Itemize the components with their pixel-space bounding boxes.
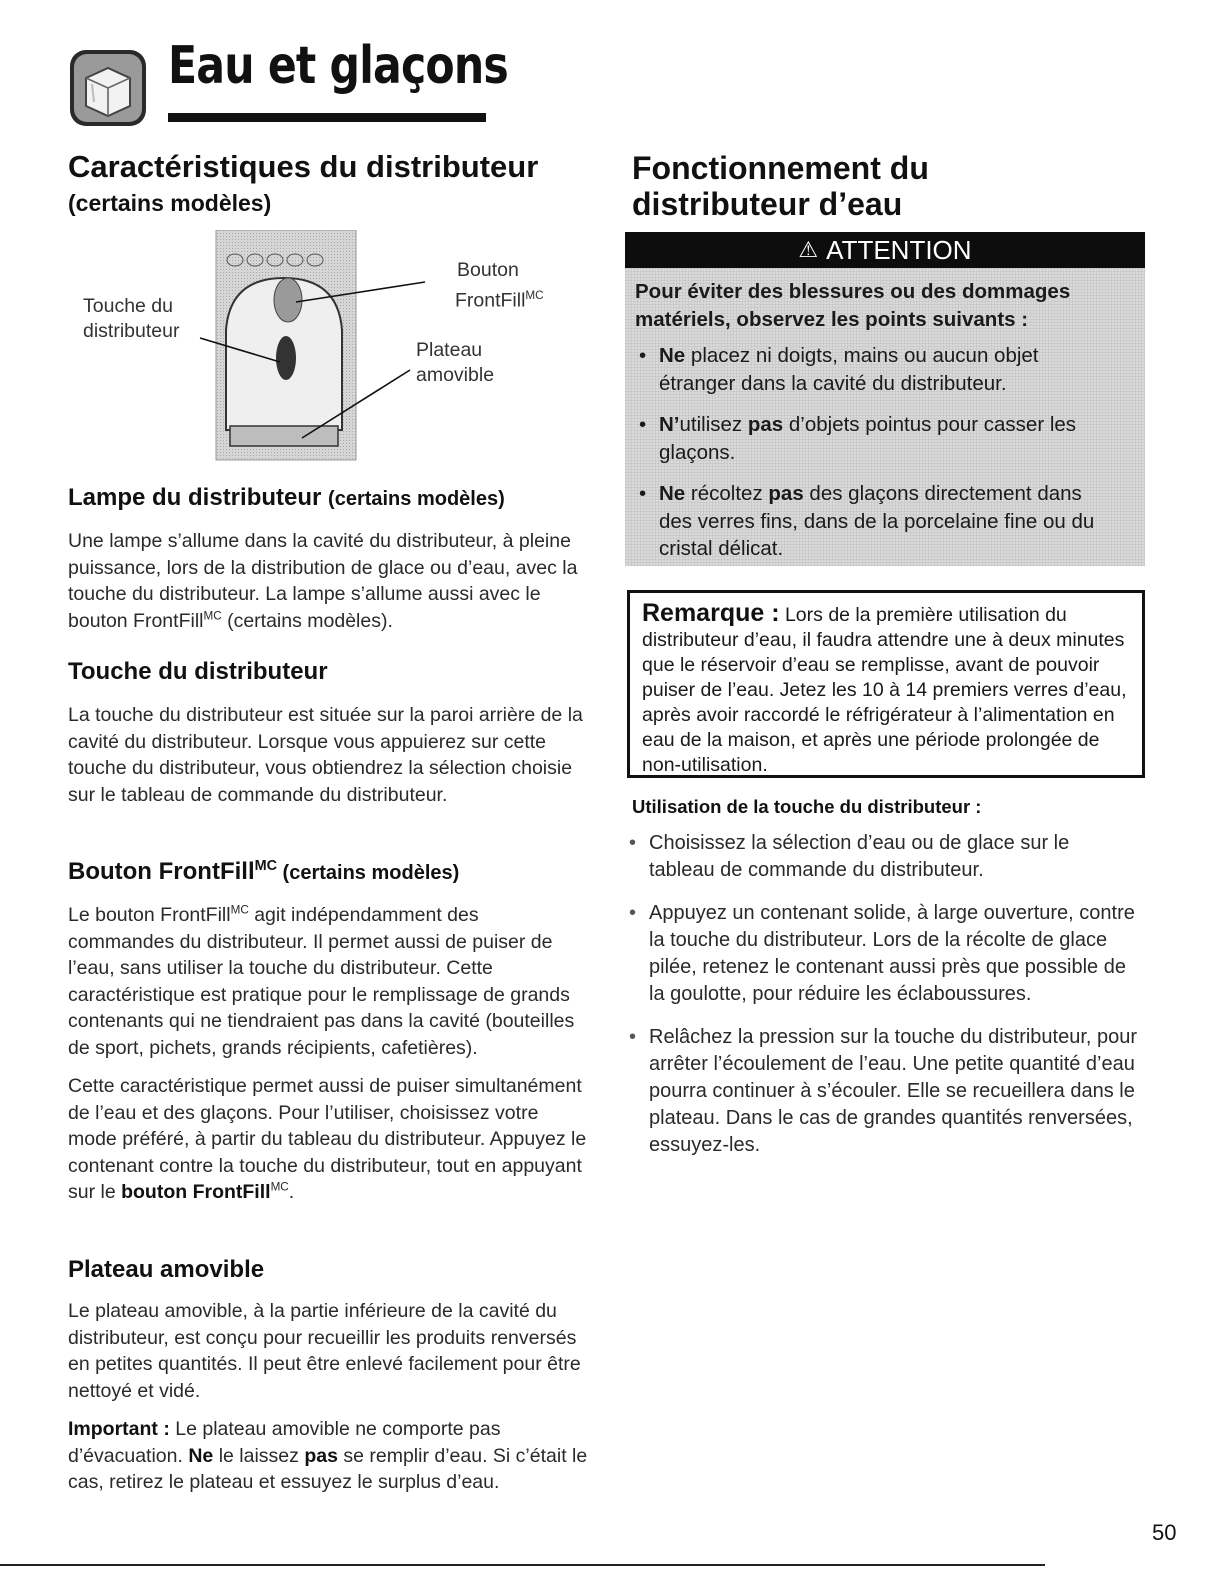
lamp-heading: Lampe du distributeur (certains modèles) bbox=[68, 484, 505, 511]
list-item: • Relâchez la pression sur la touche du distributeur, pour arrêter l’écoulement de l’eau. Une petite quantité d’eau pourra continuer à s’écouler. Elle se recueillera dans le plateau. Dans le cas de grandes quantités renversées, essuyez-les. bbox=[625, 1024, 1140, 1159]
note-text: Remarque : Lors de la première utilisation du distributeur d’eau, il faudra attendre une à deux minutes que le réservoir d’eau se remplisse, avant de pouvoir puiser de l’eau. Jetez les 10 à 14 premiers verres d’eau, après avoir raccordé le réfrigérateur à l’alimentation en eau de la maison, et après une période prolongée de non-utilisation. bbox=[642, 599, 1127, 776]
attention-item: • Ne récoltez pas des glaçons directement dans des verres fins, dans de la porcelaine fine ou du cristal délicat. bbox=[639, 482, 1095, 560]
bottom-rule bbox=[0, 1564, 1045, 1566]
usage-heading: Utilisation de la touche du distributeur : bbox=[632, 796, 982, 817]
touch-text: La touche du distributeur est située sur la paroi arrière de la cavité du distributeur. Lorsque vous appuierez sur cette touche du distributeur, vous obtiendrez la sélection choisie sur le tableau de commande du distributeur. bbox=[68, 704, 583, 806]
frontfill-heading: Bouton FrontFill$^{MC}$ (certains modèles) bbox=[68, 858, 460, 885]
warning-icon: ⚠ bbox=[798, 237, 819, 262]
features-subtitle: (certains modèles) bbox=[68, 190, 272, 216]
page-title: Eau et glaçons bbox=[168, 36, 508, 96]
attention-box bbox=[625, 232, 1145, 566]
list-item: • Appuyez un contenant solide, à large ouverture, contre la touche du distributeur. Lors de la récolte de glace pilée, retenez le contenant aussi près que possible de la goulotte, pour réduire les éclaboussures. bbox=[625, 900, 1140, 1008]
usage-list bbox=[625, 830, 1140, 1175]
tray-heading: Plateau amovible bbox=[68, 1256, 265, 1283]
attention-list bbox=[635, 342, 1105, 563]
dispenser-diagram bbox=[70, 230, 544, 470]
attention-intro: Pour éviter des blessures ou des dommages matériels, observez les points suivants : bbox=[635, 280, 1071, 331]
label-frontfill-button: Bouton FrontFill$^{MC}$ bbox=[455, 259, 544, 312]
frontfill-text: Le bouton FrontFill$^{MC}$ agit indépendamment des commandes du distributeur. Il permet aussi de puiser de l’eau, sans utiliser la touche du distributeur. Cette caractéristique est pratique pour le remplissage de grands contenants qui ne tiendraient pas dans la cavité (bouteilles de sport, pichets, grands récipients, cafetières). Cette caractéristique permet aussi de puiser simultanément de l’eau et des glaçons. Pour l’utiliser, choisissez votre mode préféré, à partir du tableau du distributeur. Appuyez le contenant contre la touche du distributeur, tout en appuyant sur le bouton FrontFill$^{MC}$. bbox=[68, 903, 587, 1203]
touch-heading: Touche du distributeur bbox=[68, 658, 328, 685]
ice-cube-icon bbox=[68, 48, 148, 128]
page-number: 50 bbox=[1152, 1520, 1177, 1545]
attention-item: • N’utilisez pas d’objets pointus pour casser les glaçons. bbox=[639, 413, 1077, 464]
list-item: • Choisissez la sélection d’eau ou de glace sur le tableau de commande du distributeur. bbox=[625, 830, 1140, 884]
attention-item: • Ne placez ni doigts, mains ou aucun objet étranger dans la cavité du distributeur. bbox=[639, 344, 1039, 395]
water-dispenser-title: Fonctionnement du distributeur d’eau bbox=[632, 150, 929, 222]
tray-text: Le plateau amovible, à la partie inférieure de la cavité du distributeur, est conçu pour recueillir les produits renversés en petites quantités. Il peut être enlevé facilement pour être nettoyé et vidé. Important : Le plateau amovible ne comporte pas d’évacuation. Ne le laissez pas se remplir d’eau. Si c’était le cas, retirez le plateau et essuyez le surplus d’eau. bbox=[68, 1300, 588, 1493]
label-removable-tray: Plateau amovible bbox=[416, 339, 495, 386]
note-box bbox=[627, 590, 1145, 778]
title-underline bbox=[168, 113, 486, 122]
lamp-text: Une lampe s’allume dans la cavité du distributeur, à pleine puissance, lors de la distribution de glace ou d’eau, avec la touche du distributeur. La lampe s’allume aussi avec le bouton FrontFill$^{MC}$ (certains modèles). bbox=[68, 530, 578, 632]
attention-bar: ⚠ ATTENTION bbox=[625, 232, 1145, 268]
label-dispenser-touch: Touche du distributeur bbox=[83, 295, 180, 342]
features-title: Caractéristiques du distributeur bbox=[68, 149, 539, 184]
